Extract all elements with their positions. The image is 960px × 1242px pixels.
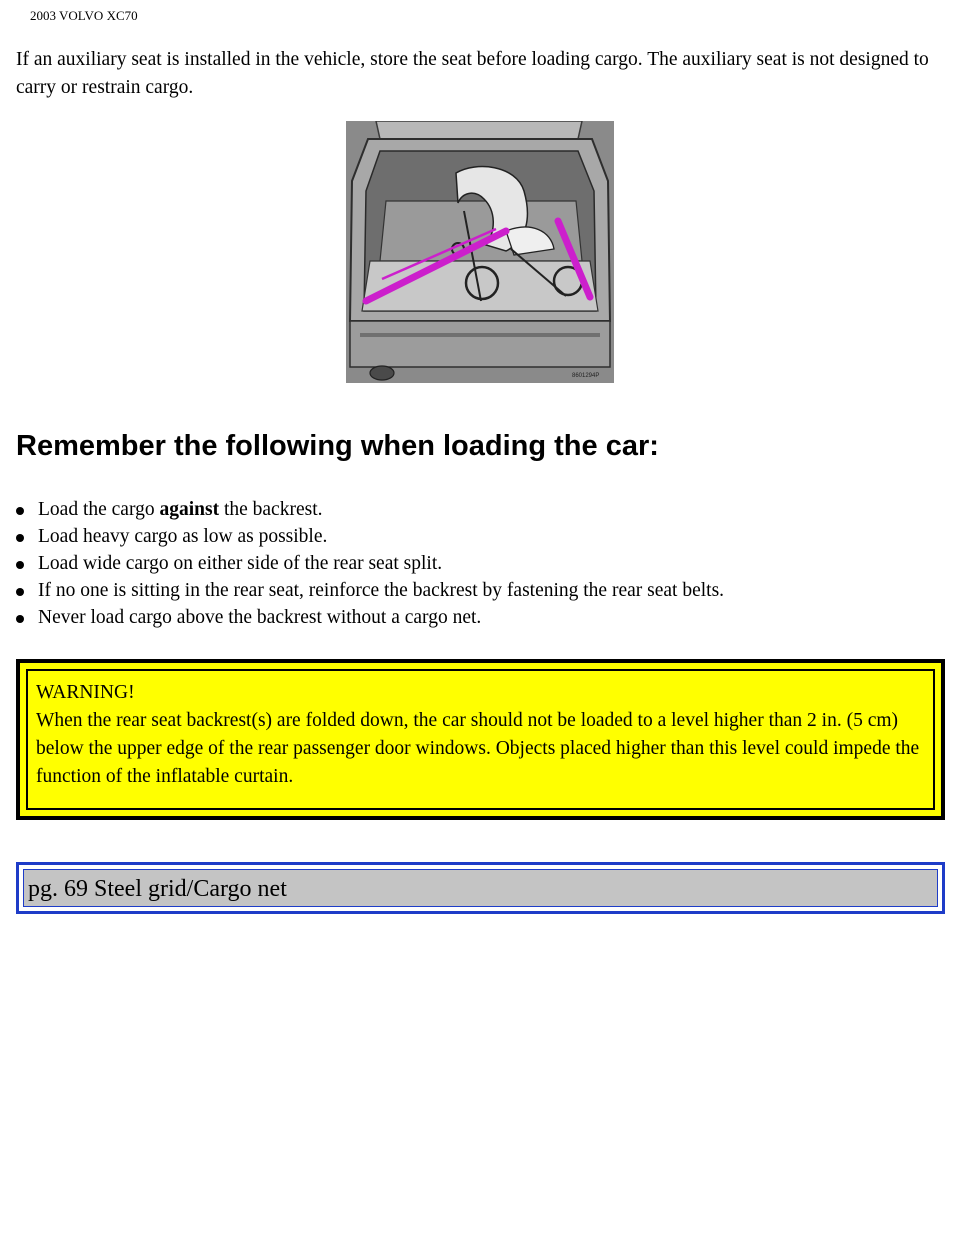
list-item: If no one is sitting in the rear seat, reinforce the backrest by fastening the rear seat belts. [16,577,946,604]
bullet-icon [16,615,24,623]
figure-code: 8601294P [572,373,600,379]
cargo-illustration-drawing [346,121,614,383]
bullet-icon [16,561,24,569]
loading-tips-list [16,496,946,631]
document-header: 2003 VOLVO XC70 [30,8,138,23]
list-item: Load the cargo against the backrest. [16,496,946,523]
list-item: Load heavy cargo as low as possible. [16,523,946,550]
bullet-icon [16,507,24,515]
warning-content [26,669,935,810]
warning-title: WARNING! [36,682,135,703]
next-page-link-box[interactable] [16,862,945,914]
cargo-illustration [346,121,614,383]
list-item: Load wide cargo on either side of the rear seat split. [16,550,946,577]
list-item: Never load cargo above the backrest without a cargo net. [16,604,946,631]
intro-paragraph: If an auxiliary seat is installed in the vehicle, store the seat before loading cargo. The auxiliary seat is not designed to carry or restrain cargo. [16,49,929,98]
section-title: Remember the following when loading the car: [16,430,659,462]
bullet-icon [16,588,24,596]
bullet-icon [16,534,24,542]
warning-text: When the rear seat backrest(s) are folded down, the car should not be loaded to a level higher than 2 in. (5 cm) below the upper edge of the rear passenger door windows. Objects placed higher than this level could impede the function of the inflatable curtain. [36,710,920,787]
warning-box [16,659,945,820]
next-page-link[interactable]: pg. 69 Steel grid/Cargo net [23,869,938,907]
